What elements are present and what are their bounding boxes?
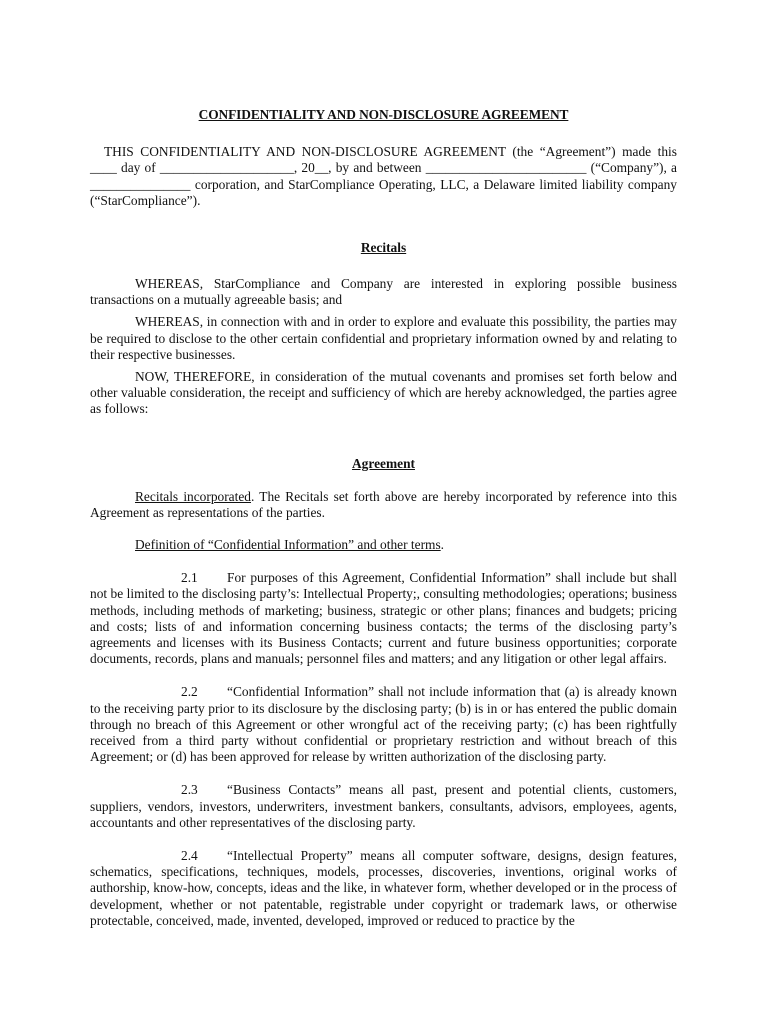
agreement-heading: Agreement — [352, 456, 415, 472]
clause-number: 2.3 — [181, 782, 198, 798]
recital-whereas-1: WHEREAS, StarCompliance and Company are interested in exploring possible business transactions on a mutually agreeable basis; and — [90, 276, 677, 308]
section-1-text: . The Recitals set forth above are hereby incorporated by reference into this Agreement as representations of the parties. — [90, 488, 677, 520]
clause-2-3 — [90, 782, 677, 831]
section-definitions: Definition of “Confidential Information” and other terms. — [135, 537, 445, 553]
clause-2-4 — [90, 848, 677, 929]
recital-now-therefore: NOW, THEREFORE, in consideration of the mutual covenants and promises set forth below and other valuable consideration, the receipt and sufficiency of which are hereby acknowledged, the parties agree as follows: — [90, 369, 677, 417]
recitals-heading: Recitals — [360, 240, 407, 256]
clause-number: 2.2 — [181, 684, 198, 700]
clause-number: 2.1 — [181, 570, 198, 586]
clause-text: “Confidential Information” shall not include information that (a) is already known to the receiving party prior to its disclosure by the disclosing party; (b) is in or has entered the public domain through no breach of this Agreement or other wrongful act of the receiving party; (c) has been rightfully received from a third party without confidential or proprietary restriction and without breach of this Agreement; or (d) has been approved for release by written authorization of the disclosing party. — [90, 684, 677, 765]
section-1-title: Recitals incorporated — [135, 488, 251, 504]
clause-text: “Business Contacts” means all past, present and potential clients, customers, suppliers, vendors, investors, underwriters, investment bankers, consultants, advisors, employees, agents, accountants and other representatives of the disclosing party. — [90, 782, 677, 830]
document-page — [90, 107, 677, 929]
clause-text: “Intellectual Property” means all computer software, designs, design features, schematics, specifications, techniques, models, processes, discoveries, inventions, original works of authorship, know-how, concepts, ideas and the like, in whatever form, whether developed or in the process of development, whether or not patentable, registrable under copyright or trademark laws, or otherwise protectable, conceived, made, invented, developed, improved or reduced to practice by the — [90, 848, 677, 928]
clause-2-2 — [90, 684, 677, 765]
document-title: CONFIDENTIALITY AND NON-DISCLOSURE AGREEMENT — [198, 107, 569, 122]
clause-2-1 — [90, 570, 677, 667]
section-recitals-incorporated — [90, 489, 677, 521]
clause-number: 2.4 — [181, 848, 198, 864]
recital-whereas-2: WHEREAS, in connection with and in order to explore and evaluate this possibility, the parties may be required to disclose to the other certain confidential and proprietary information owned by and relating to their respective businesses. — [90, 314, 677, 362]
clause-text: For purposes of this Agreement, Confidential Information” shall include but shall not be limited to the disclosing party’s: Intellectual Property;, consulting methodologies; operations; business methods, including methods of marketing; business, strategic or other plans; finances and budgets; pricing and costs; lists of and information concerning business contacts; the terms of the disclosing party’s agreements and licenses with its Business Contacts; current and future business opportunities; corporate documents, records, plans and manuals; personnel files and matters; and any litigation or other legal affairs. — [90, 570, 677, 667]
section-2-title: Definition of “Confidential Information” and other terms — [135, 537, 441, 553]
intro-paragraph: THIS CONFIDENTIALITY AND NON-DISCLOSURE AGREEMENT (the “Agreement”) made this ____ day of ____________________, 20__, by and between ________________________ (“Company”), a _______________ corporation, and StarCompliance Operating, LLC, a Delaware limited liability company (“StarCompliance”). — [90, 144, 677, 208]
